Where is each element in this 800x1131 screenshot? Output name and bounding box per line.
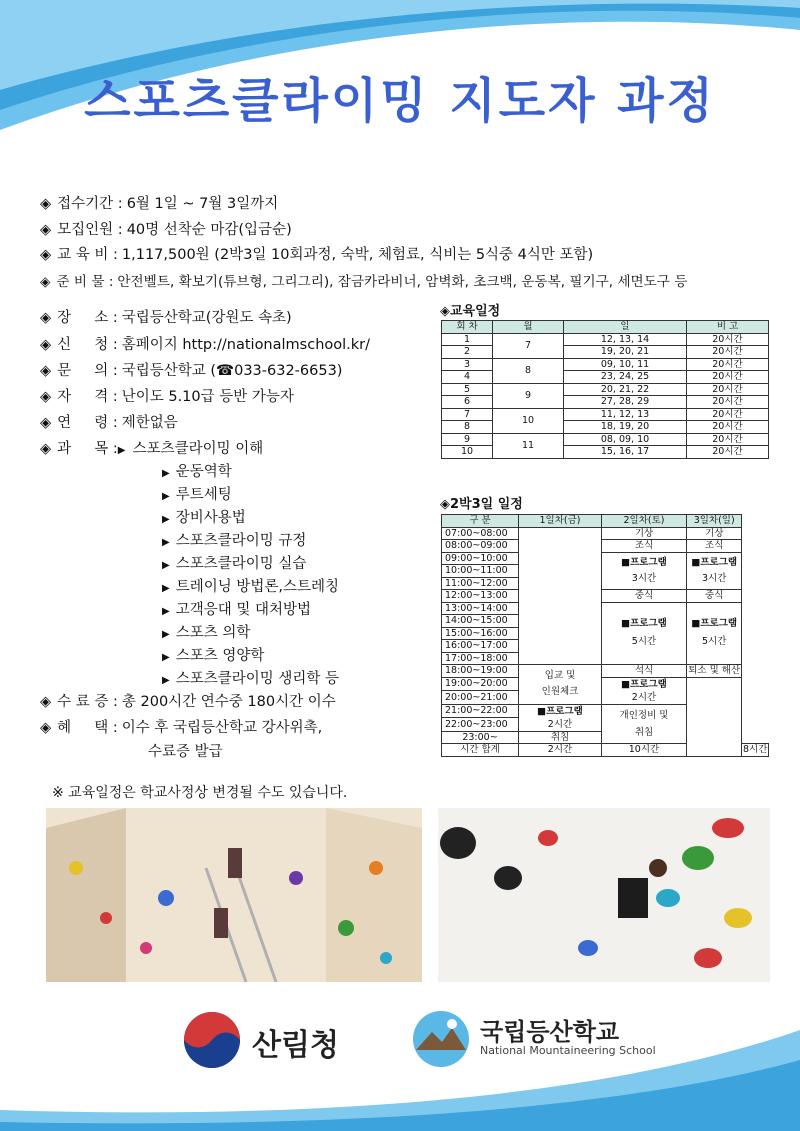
subject-label: 스포츠 영양학: [175, 648, 265, 664]
day3-program-pm: ■프로그램 5시간: [687, 602, 742, 665]
table-row: [442, 421, 769, 434]
diamond-icon: ◈: [40, 694, 52, 710]
day2-dinner: 석식: [602, 665, 687, 678]
bullet-icon: ▶: [162, 514, 170, 525]
session-no: 8: [442, 421, 493, 434]
diamond-icon: ◈: [40, 196, 52, 212]
time-cell: 13:00~14:00: [442, 602, 519, 615]
diamond-icon: ◈: [40, 247, 52, 263]
session-hours: 20시간: [687, 433, 769, 446]
session-hours: 20시간: [687, 358, 769, 371]
total-day2: 10시간: [602, 744, 687, 757]
session-hours: 20시간: [687, 383, 769, 396]
time-cell: 18:00~19:00: [442, 665, 519, 678]
bullet-icon: ▶: [162, 675, 170, 686]
subject-item: [162, 667, 339, 688]
subject-label: 스포츠클라이밍 실습: [175, 556, 307, 572]
time-cell: 23:00~: [442, 731, 519, 744]
diamond-icon: ◈: [40, 222, 52, 238]
subject-label: 루트세팅: [175, 487, 232, 503]
info-label: 자 격 :: [57, 389, 118, 405]
time-cell: 11:00~12:00: [442, 577, 519, 590]
info-line: [40, 306, 292, 327]
total-day1: 2시간: [519, 744, 602, 757]
session-month: 9: [493, 383, 564, 408]
session-no: 4: [442, 371, 493, 384]
subject-item: [162, 483, 232, 504]
info-value: 6월 1일 ~ 7월 3일까지: [126, 196, 279, 212]
day3-wake: 기상: [687, 527, 742, 540]
session-days: 27, 28, 29: [564, 396, 687, 409]
time-cell: 17:00~18:00: [442, 652, 519, 665]
session-month: 7: [493, 333, 564, 358]
time-cell: 09:00~10:00: [442, 552, 519, 565]
timetable-title: ◈2박3일 일정: [440, 497, 523, 512]
subject-item: [162, 621, 250, 642]
day2-program-eve: ■프로그램 2시간: [602, 677, 687, 704]
subject-item: [162, 575, 339, 596]
info-label: 신 청 :: [57, 337, 118, 353]
timetable-header: 3일차(일): [687, 515, 742, 528]
info-value: 난이도 5.10급 등반 가능자: [121, 389, 294, 405]
subject-label: 스포츠클라이밍 생리학 등: [175, 671, 339, 687]
table-row: [442, 333, 769, 346]
info-value: 국립등산학교(강원도 속초): [121, 310, 292, 326]
schedule-note: ※ 교육일정은 학교사정상 변경될 수도 있습니다.: [52, 785, 348, 801]
subject-item: [162, 598, 311, 619]
info-line: [40, 385, 294, 406]
day1-program: ■프로그램 2시간: [519, 704, 602, 731]
page-title: 스포츠클라이밍 지도자 과정: [84, 73, 716, 129]
day3-leave: 퇴소 및 해산: [688, 665, 741, 677]
session-no: 2: [442, 346, 493, 359]
day1-empty: [519, 527, 602, 665]
climbing-wall-photo-2: [438, 808, 770, 982]
schedule-header: 일: [564, 321, 687, 334]
session-days: 23, 24, 25: [564, 371, 687, 384]
session-days: 11, 12, 13: [564, 408, 687, 421]
subject-label: 고객응대 및 대처방법: [175, 602, 311, 618]
total-label: 시간 합계: [442, 744, 519, 757]
school-name-ko: 국립등산학교: [480, 1018, 620, 1046]
day2-personal: 개인정비 및 취침: [602, 704, 687, 744]
subject-label: 장비사용법: [175, 510, 246, 526]
session-month: 10: [493, 408, 564, 433]
subject-label: 스포츠 의학: [175, 625, 251, 641]
timetable-table: [441, 514, 769, 757]
session-no: 9: [442, 433, 493, 446]
table-row: [442, 358, 769, 371]
time-cell: 16:00~17:00: [442, 640, 519, 653]
session-hours: 20시간: [687, 421, 769, 434]
diamond-icon: ◈: [40, 389, 52, 405]
info-label: 수 료 증 :: [57, 694, 118, 710]
info-value: 홈페이지 http://nationalmschool.kr/: [121, 337, 371, 353]
info-label: 혜 택 :: [57, 720, 118, 736]
time-cell: 15:00~16:00: [442, 627, 519, 640]
table-row: [442, 408, 769, 421]
subject-label: 운동역학: [175, 464, 232, 480]
time-cell: 10:00~11:00: [442, 565, 519, 578]
schedule-header: 비 고: [687, 321, 769, 334]
time-cell: 21:00~22:00: [442, 704, 519, 718]
session-no: 10: [442, 446, 493, 459]
benefit-line: [40, 716, 322, 737]
time-cell: 14:00~15:00: [442, 615, 519, 628]
schedule-header: 회 차: [442, 321, 493, 334]
session-days: 18, 19, 20: [564, 421, 687, 434]
day1-checkin: 입교 및 인원체크: [519, 665, 602, 705]
session-no: 6: [442, 396, 493, 409]
timetable-header: 2일차(토): [602, 515, 687, 528]
session-no: 5: [442, 383, 493, 396]
day3-empty: [687, 677, 742, 756]
info-line: [40, 411, 178, 432]
diamond-icon: ◈: [40, 274, 51, 290]
session-hours: 20시간: [687, 371, 769, 384]
timetable-header: 1일차(금): [519, 515, 602, 528]
session-hours: 20시간: [687, 346, 769, 359]
bullet-icon: ▶: [162, 491, 170, 502]
info-value: 스포츠클라이밍 이해: [132, 441, 264, 457]
info-value: 1,117,500원 (2박3일 10회과정, 숙박, 체험료, 식비는 5식중 4식만 포함): [121, 247, 594, 263]
bullet-icon: ▶: [162, 652, 170, 663]
info-line: [40, 359, 342, 380]
school-name-en: National Mountaineering School: [480, 1044, 656, 1057]
diamond-icon: ◈: [40, 310, 52, 326]
day3-program-am: ■프로그램 3시간: [687, 552, 742, 590]
info-value: 국립등산학교 (☎033-632-6653): [121, 363, 343, 379]
schedule-title: ◈교육일정: [440, 304, 501, 319]
bullet-icon: ▶: [162, 468, 170, 479]
time-cell: 20:00~21:00: [442, 691, 519, 705]
table-row: [442, 446, 769, 459]
info-value: 안전벨트, 확보기(튜브형, 그리그리), 잠금카라비너, 암벽화, 초크백, 운동복, 필기구, 세면도구 등: [117, 274, 688, 290]
session-no: 7: [442, 408, 493, 421]
info-value: 제한없음: [121, 415, 178, 431]
bullet-icon: ▶: [162, 537, 170, 548]
day3-breakfast: 조식: [687, 540, 742, 553]
bullet-icon: ▶: [162, 606, 170, 617]
session-no: 3: [442, 358, 493, 371]
info-label: 연 령 :: [57, 415, 118, 431]
benefit-line-2: 수료증 발급: [148, 744, 223, 760]
day2-program-am: ■프로그램 3시간: [602, 552, 687, 590]
info-line: [40, 192, 278, 213]
info-label: 준 비 물 :: [56, 274, 114, 290]
climbing-wall-photo-1: [46, 808, 422, 982]
timetable-header: 구 분: [442, 515, 519, 528]
table-row: [442, 396, 769, 409]
info-value: 총 200시간 연수중 180시간 이수: [121, 694, 336, 710]
time-cell: 22:00~23:00: [442, 718, 519, 732]
diamond-icon: ◈: [40, 441, 52, 457]
session-hours: 20시간: [687, 333, 769, 346]
info-line: [40, 243, 593, 264]
session-hours: 20시간: [687, 408, 769, 421]
info-value: 이수 후 국립등산학교 강사위촉,: [121, 720, 323, 736]
subject-item: [162, 644, 264, 665]
completion-line: [40, 690, 336, 711]
table-row: [442, 346, 769, 359]
day2-program-pm: ■프로그램 5시간: [602, 602, 687, 665]
info-line: [40, 218, 292, 239]
time-cell: 12:00~13:00: [442, 590, 519, 603]
time-cell: 08:00~09:00: [442, 540, 519, 553]
info-value: 40명 선착순 마감(입금순): [126, 222, 292, 238]
diamond-icon: ◈: [40, 337, 52, 353]
schedule-header: 월: [493, 321, 564, 334]
subject-item: [162, 552, 306, 573]
session-days: 20, 21, 22: [564, 383, 687, 396]
schedule-table: [441, 320, 769, 459]
session-days: 09, 10, 11: [564, 358, 687, 371]
subject-label: 트레이닝 방법론,스트레칭: [175, 579, 339, 595]
forest-service-logo: [182, 1010, 402, 1070]
day2-wake: 기상: [602, 527, 687, 540]
forest-emblem-icon: [182, 1010, 242, 1070]
session-days: 19, 20, 21: [564, 346, 687, 359]
session-no: 1: [442, 333, 493, 346]
day1-sleep: 취침: [519, 731, 602, 744]
diamond-icon: ◈: [40, 415, 52, 431]
forest-service-name: 산림청: [252, 1028, 339, 1063]
table-row: [442, 433, 769, 446]
subject-item: [162, 460, 232, 481]
total-day3: 8시간: [743, 744, 768, 756]
subject-label: 스포츠클라이밍 규정: [175, 533, 307, 549]
info-line: [40, 437, 263, 458]
session-hours: 20시간: [687, 396, 769, 409]
info-label: 문 의 :: [57, 363, 118, 379]
session-days: 15, 16, 17: [564, 446, 687, 459]
info-line: [40, 270, 687, 290]
info-label: 교 육 비 :: [57, 247, 118, 263]
subject-item: [162, 529, 306, 550]
diamond-icon: ◈: [40, 363, 52, 379]
day2-lunch: 중식: [602, 590, 687, 603]
time-cell: 07:00~08:00: [442, 527, 519, 540]
session-month: 8: [493, 358, 564, 383]
session-days: 08, 09, 10: [564, 433, 687, 446]
diamond-icon: ◈: [40, 720, 52, 736]
bullet-icon: ▶: [162, 583, 170, 594]
info-label: 과 목 :: [57, 441, 118, 457]
day3-lunch: 중식: [687, 590, 742, 603]
subject-item: [162, 506, 246, 527]
school-logo: [412, 1010, 672, 1070]
info-label: 장 소 :: [57, 310, 118, 326]
table-row: [442, 383, 769, 396]
info-line: [40, 333, 370, 354]
info-label: 모집인원 :: [57, 222, 123, 238]
time-cell: 19:00~20:00: [442, 677, 519, 691]
session-hours: 20시간: [687, 446, 769, 459]
session-month: 11: [493, 433, 564, 458]
day2-breakfast: 조식: [602, 540, 687, 553]
school-emblem-icon: [412, 1010, 470, 1068]
session-days: 12, 13, 14: [564, 333, 687, 346]
bullet-icon: ▶: [162, 629, 170, 640]
info-label: 접수기간 :: [57, 196, 123, 212]
bullet-icon: ▶: [117, 445, 129, 456]
bullet-icon: ▶: [162, 560, 170, 571]
table-row: [442, 371, 769, 384]
